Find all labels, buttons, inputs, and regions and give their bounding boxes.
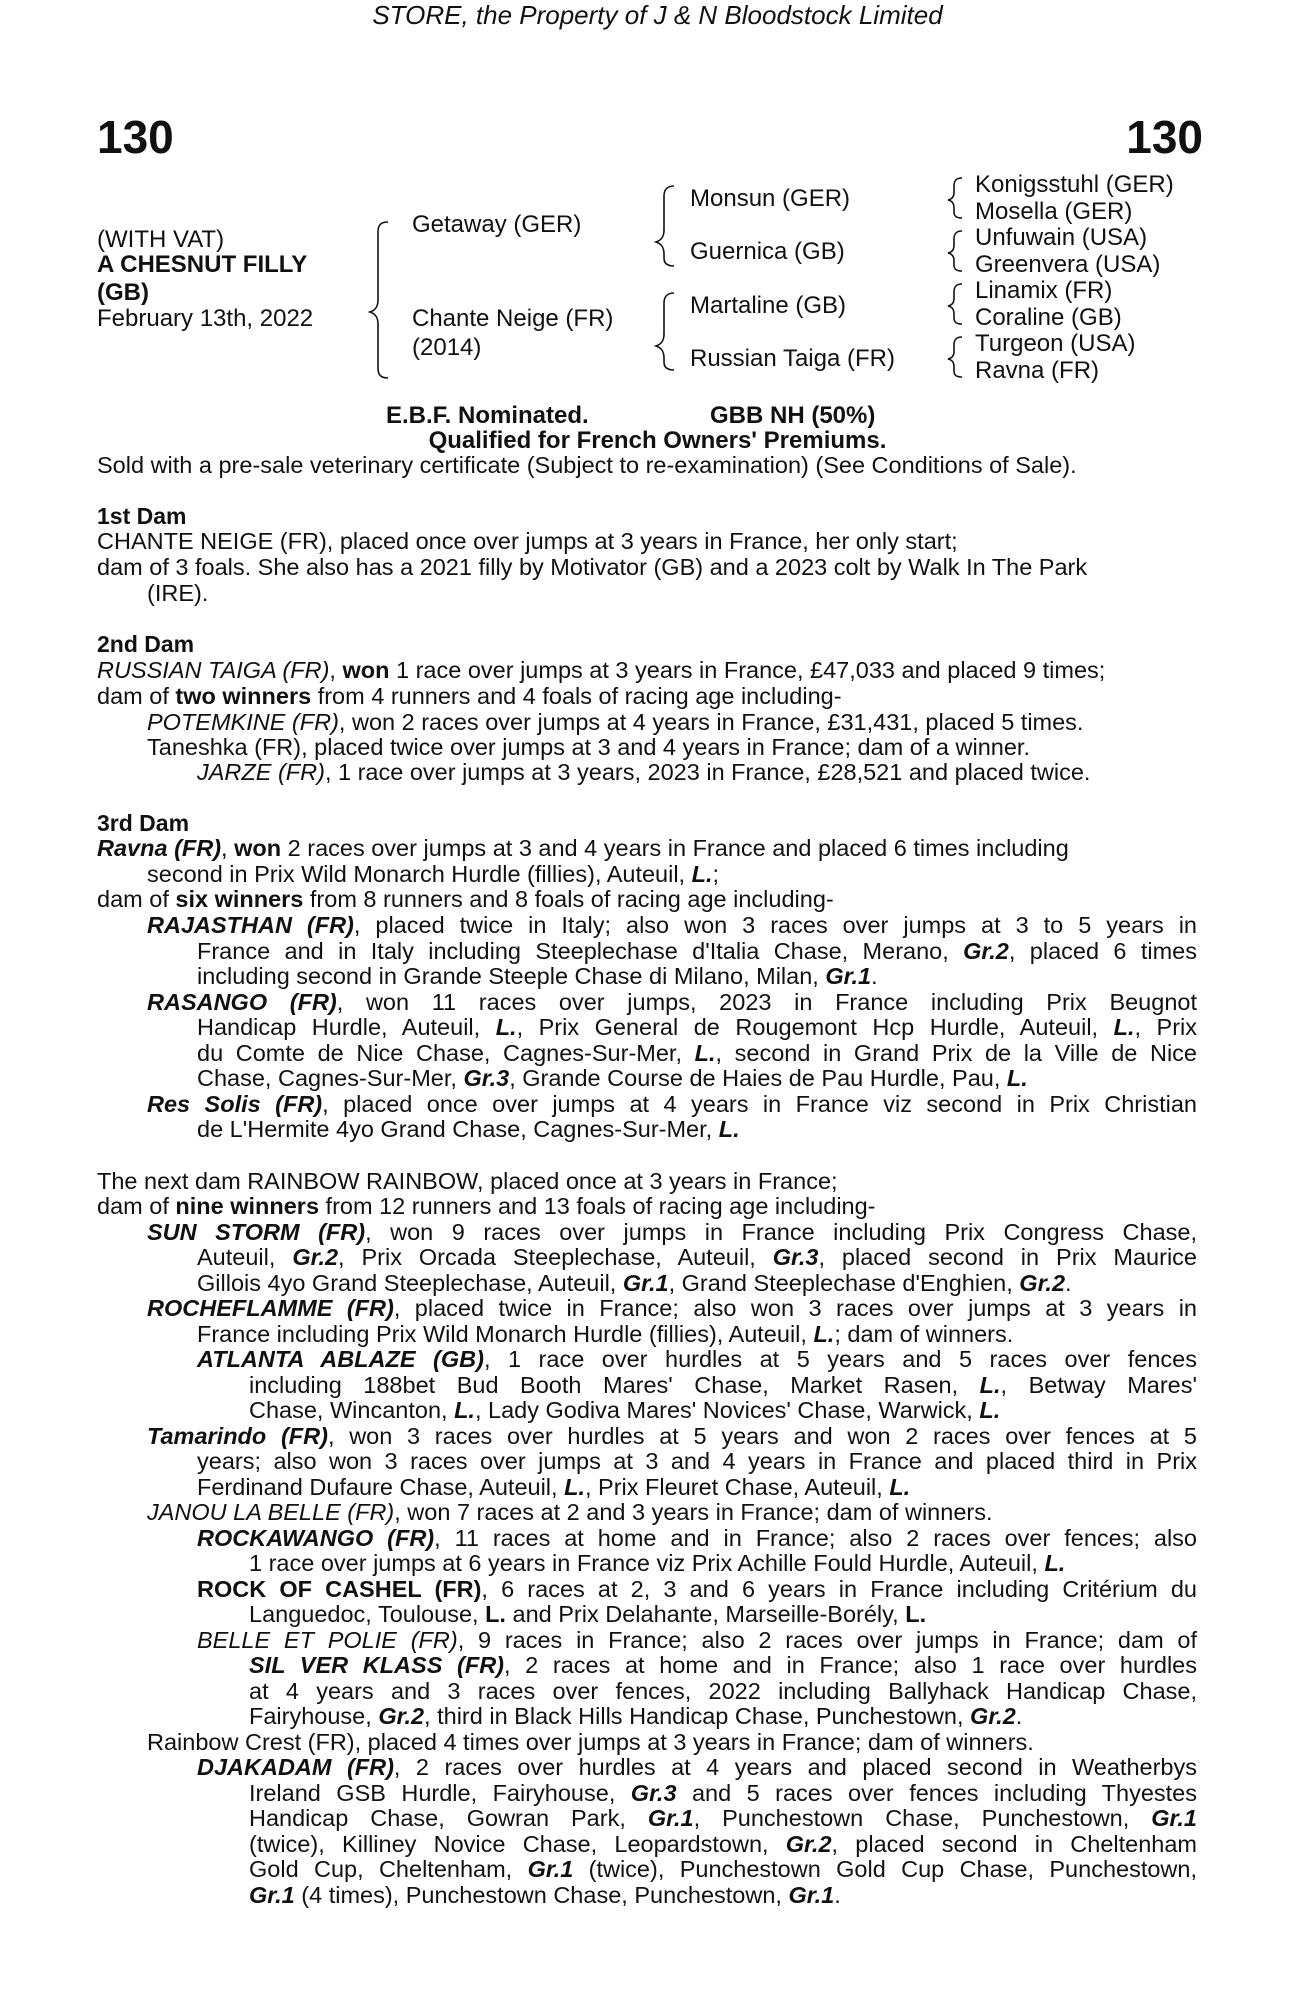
text: , third in Black Hills Handicap Chase, Punchestown,: [424, 1703, 971, 1729]
text: , 1 race over jumps at 3 years, 2023 in France, £28,521 and placed twice.: [324, 759, 1091, 785]
horse-name: RUSSIAN TAIGA (FR): [97, 657, 330, 683]
foaling-date: February 13th, 2022: [97, 305, 314, 332]
second-dam-line-5: [197, 759, 1090, 785]
rasango-line-1: [147, 989, 1197, 1015]
grade-label: Gr.2: [785, 1831, 832, 1857]
res-solis-line-2: [197, 1116, 740, 1142]
text: dam of: [97, 1193, 176, 1219]
horse-name: DJAKADAM (FR): [197, 1754, 394, 1780]
text: (twice), Punchestown Gold Cup Chase, Punchestown,: [573, 1856, 1197, 1882]
atlanta-ablaze-line-3: [249, 1397, 1000, 1423]
grade-label: Gr.1: [788, 1882, 835, 1908]
next-dam-line-2: [97, 1193, 876, 1219]
horse-name: JANOU LA BELLE (FR): [147, 1499, 395, 1525]
text: , Prix Fleuret Chase, Auteuil,: [584, 1474, 890, 1500]
grade-label: L.: [495, 1014, 517, 1040]
grade-label: L.: [979, 1397, 1001, 1423]
sil-ver-klass-line-1: [249, 1652, 1197, 1678]
rasango-line-3: [197, 1040, 1197, 1066]
grade-label: Gr.2: [292, 1244, 339, 1270]
rajasthan-line-3: [197, 963, 878, 989]
pedigree-sire: Getaway (GER): [412, 211, 582, 238]
pedigree-dam-year: (2014): [412, 334, 482, 361]
janou-la-belle-line-1: [147, 1499, 993, 1525]
text: including 188bet Bud Booth Mares' Chase, Market Rasen,: [249, 1372, 980, 1398]
text: dam of: [97, 683, 176, 709]
grade-label: Gr.2: [963, 938, 1009, 964]
third-dam-line-3: [97, 886, 834, 912]
lot-number-left: 130: [97, 111, 174, 163]
horse-name: ROCK OF CASHEL (FR): [197, 1576, 482, 1602]
rock-of-cashel-line-2: [249, 1601, 926, 1627]
tamarindo-line-1: [147, 1423, 1197, 1449]
horse-name: ATLANTA ABLAZE (GB): [197, 1346, 484, 1372]
text: Handicap Chase, Gowran Park,: [249, 1805, 648, 1831]
rasango-line-2: [197, 1014, 1197, 1040]
text: ; dam of winners.: [834, 1321, 1014, 1347]
winners-count: six winners: [175, 886, 304, 912]
rajasthan-line-1: [147, 912, 1197, 938]
horse-name: RASANGO (FR): [147, 989, 337, 1015]
pedigree-dam-dam: Russian Taiga (FR): [690, 345, 895, 372]
horse-name: Res Solis (FR): [147, 1091, 323, 1117]
third-dam-line-2: [147, 861, 719, 887]
grade-label: Gr.1: [1151, 1805, 1197, 1831]
text: Chase, Wincanton,: [249, 1397, 455, 1423]
text: , won 7 races at 2 and 3 years in France; dam of winners.: [394, 1499, 993, 1525]
rockawango-line-2: [249, 1550, 1065, 1576]
text: 1 race over jumps at 6 years in France viz Prix Achille Fould Hurdle, Auteuil,: [249, 1550, 1045, 1576]
text: , Grand Steeplechase d'Enghien,: [668, 1270, 1020, 1296]
vet-certificate-note: Sold with a pre-sale veterinary certificate (Subject to re-examination) (See Conditions of Sale).: [97, 452, 1077, 478]
text: , 2 races over hurdles at 4 years and placed second in Weatherbys: [393, 1754, 1197, 1780]
third-dam-heading: 3rd Dam: [97, 810, 190, 836]
first-dam-line-2: dam of 3 foals. She also has a 2021 filly by Motivator (GB) and a 2023 colt by Walk In The Park: [97, 554, 1088, 580]
text: , placed second in Prix Maurice: [818, 1244, 1197, 1270]
djakadam-line-4: [249, 1831, 1197, 1857]
pedigree-sd-dam: Greenvera (USA): [975, 251, 1161, 278]
rajasthan-line-2: [197, 938, 1197, 964]
pedigree-sd-sire: Unfuwain (USA): [975, 224, 1148, 251]
text: , 1 race over hurdles at 5 years and 5 races over fences: [483, 1346, 1197, 1372]
atlanta-ablaze-line-2: [249, 1372, 1197, 1398]
grade-label: L.: [485, 1601, 506, 1627]
grade-label: Gr.3: [630, 1780, 677, 1806]
text: ;: [712, 861, 720, 887]
third-dam-line-1: Ravna (FR), won 2 races over jumps at 3 and 4 years in France and placed 6 times including: [97, 835, 1069, 861]
grade-label: Gr.2: [970, 1703, 1016, 1729]
text: , placed 6 times: [1008, 938, 1197, 964]
horse-name: ROCHEFLAMME (FR): [147, 1295, 394, 1321]
djakadam-line-6: [249, 1882, 841, 1908]
grade-label: L.: [694, 1040, 716, 1066]
text: , 2 races at home and in France; also 1 race over hurdles: [504, 1652, 1197, 1678]
text: , placed second in Cheltenham: [831, 1831, 1197, 1857]
text: , 11 races at home and in France; also 2 races over fences; also: [434, 1525, 1197, 1551]
text: , won 9 races over jumps in France including Prix Congress Chase,: [365, 1219, 1197, 1245]
first-dam-line-3: (IRE).: [147, 580, 209, 606]
text: 1 race over jumps at 3 years in France, £47,033 and placed 9 times;: [389, 657, 1106, 683]
grade-label: Gr.1: [527, 1856, 574, 1882]
pedigree-ss-sire: Konigsstuhl (GER): [975, 171, 1174, 198]
text: , Prix: [1134, 1014, 1198, 1040]
text: .: [834, 1882, 841, 1908]
text: , won 2 races over jumps at 4 years in France, £31,431, placed 5 times.: [338, 709, 1084, 735]
tamarindo-line-3: [197, 1474, 910, 1500]
text: (4 times), Punchestown Chase, Punchestown,: [294, 1882, 789, 1908]
horse-name: ROCKAWANGO (FR): [197, 1525, 435, 1551]
text: and 5 races over fences including Thyestes: [676, 1780, 1198, 1806]
pedigree-ds-dam: Coraline (GB): [975, 304, 1122, 331]
horse-name: SUN STORM (FR): [147, 1219, 366, 1245]
djakadam-line-5: [249, 1856, 1197, 1882]
rocheflamme-line-2: [197, 1321, 1013, 1347]
lot-description-2: (GB): [97, 279, 149, 306]
horse-name: RAJASTHAN (FR): [147, 912, 354, 938]
res-solis-line-1: [147, 1091, 1197, 1117]
grade-label: L.: [1006, 1065, 1028, 1091]
text: 2 races over jumps at 3 and 4 years in France and placed 6 times including: [281, 835, 1069, 861]
text: , 9 races in France; also 2 races over jumps in France; dam of: [457, 1627, 1198, 1653]
text: .: [871, 963, 878, 989]
vat-label: (WITH VAT): [97, 226, 225, 253]
text: Chase, Cagnes-Sur-Mer,: [197, 1065, 464, 1091]
text: , Grande Course de Haies de Pau Hurdle, Pau,: [509, 1065, 1007, 1091]
vendor-title: STORE, the Property of J & N Bloodstock Limited: [372, 0, 943, 30]
pedigree-sire-sire: Monsun (GER): [690, 185, 851, 212]
grade-label: Gr.3: [772, 1244, 819, 1270]
horse-name: SIL VER KLASS (FR): [249, 1652, 504, 1678]
grade-label: Gr.1: [825, 963, 872, 989]
second-dam-line-4: Taneshka (FR), placed twice over jumps at 3 and 4 years in France; dam of a winner.: [147, 734, 1030, 760]
text: second in Prix Wild Monarch Hurdle (fillies), Auteuil,: [147, 861, 692, 887]
text: Gold Cup, Cheltenham,: [249, 1856, 528, 1882]
text: Fairyhouse,: [249, 1703, 379, 1729]
sil-ver-klass-line-2: at 4 years and 3 races over fences, 2022 including Ballyhack Handicap Chase,: [249, 1678, 1197, 1704]
text: , won 11 races over jumps, 2023 in France including Prix Beugnot: [336, 989, 1197, 1015]
text: .: [1065, 1270, 1072, 1296]
text: , placed once over jumps at 4 years in France viz second in Prix Christian: [322, 1091, 1197, 1117]
text: (twice), Killiney Novice Chase, Leopardstown,: [249, 1831, 786, 1857]
text: du Comte de Nice Chase, Cagnes-Sur-Mer,: [197, 1040, 695, 1066]
second-dam-line-3: [147, 709, 1083, 735]
horse-name: Ravna (FR): [97, 835, 222, 861]
sun-storm-line-3: [197, 1270, 1072, 1296]
text: Ferdinand Dufaure Chase, Auteuil,: [197, 1474, 565, 1500]
sun-storm-line-2: [197, 1244, 1197, 1270]
pedigree-dd-sire: Turgeon (USA): [975, 330, 1136, 357]
djakadam-line-1: [197, 1754, 1197, 1780]
text: Ireland GSB Hurdle, Fairyhouse,: [249, 1780, 631, 1806]
first-dam-heading: 1st Dam: [97, 503, 187, 529]
grade-label: Gr.1: [647, 1805, 694, 1831]
lot-description-1: A CHESNUT FILLY: [97, 251, 308, 278]
text: Auteuil,: [197, 1244, 293, 1270]
pedigree-dam: Chante Neige (FR): [412, 305, 614, 332]
text: dam of: [97, 886, 176, 912]
grade-label: Gr.2: [378, 1703, 425, 1729]
text: , Lady Godiva Mares' Novices' Chase, Warwick,: [474, 1397, 980, 1423]
horse-name: POTEMKINE (FR): [147, 709, 339, 735]
grade-label: L.: [1044, 1550, 1066, 1576]
next-dam-line-1: The next dam RAINBOW RAINBOW, placed once at 3 years in France;: [97, 1168, 838, 1194]
rainbow-crest-line-1: Rainbow Crest (FR), placed 4 times over jumps at 3 years in France; dam of winners.: [147, 1729, 1034, 1755]
won-label: won: [342, 657, 390, 683]
first-dam-line-1: CHANTE NEIGE (FR), placed once over jumps at 3 years in France, her only start;: [97, 528, 958, 554]
djakadam-line-2: [249, 1780, 1197, 1806]
text: and Prix Delahante, Marseille-Borély,: [505, 1601, 906, 1627]
won-label: won: [234, 835, 282, 861]
pedigree-dam-sire: Martaline (GB): [690, 292, 847, 319]
winners-count: nine winners: [175, 1193, 320, 1219]
ebf-note: E.B.F. Nominated.: [386, 402, 589, 429]
rockawango-line-1: [197, 1525, 1197, 1551]
djakadam-line-3: [249, 1805, 1197, 1831]
text: de L'Hermite 4yo Grand Chase, Cagnes-Sur-Mer,: [197, 1116, 719, 1142]
grade-label: L.: [691, 861, 713, 887]
grade-label: L.: [889, 1474, 911, 1500]
winners-count: two winners: [175, 683, 312, 709]
lot-number-right: 130: [1126, 111, 1203, 163]
text: , Punchestown Chase, Punchestown,: [693, 1805, 1152, 1831]
text: from 8 runners and 8 foals of racing age including-: [303, 886, 834, 912]
pedigree-dd-dam: Ravna (FR): [975, 357, 1100, 384]
grade-label: L.: [718, 1116, 740, 1142]
text: including second in Grande Steeple Chase di Milano, Milan,: [197, 963, 826, 989]
pedigree-ss-dam: Mosella (GER): [975, 198, 1133, 225]
atlanta-ablaze-line-1: [197, 1346, 1197, 1372]
text: , Betway Mares': [1000, 1372, 1197, 1398]
rocheflamme-line-1: [147, 1295, 1197, 1321]
sil-ver-klass-line-3: [249, 1703, 1022, 1729]
horse-name: BELLE ET POLIE (FR): [197, 1627, 458, 1653]
belle-et-polie-line-1: [197, 1627, 1197, 1653]
horse-name: JARZE (FR): [197, 759, 325, 785]
text: France including Prix Wild Monarch Hurdle (fillies), Auteuil,: [197, 1321, 814, 1347]
pedigree-ds-sire: Linamix (FR): [975, 277, 1113, 304]
gbb-note: GBB NH (50%): [710, 402, 876, 429]
text: , placed twice in France; also won 3 races over jumps at 3 years in: [393, 1295, 1197, 1321]
rasango-line-4: [197, 1065, 1028, 1091]
horse-name: Tamarindo (FR): [147, 1423, 328, 1449]
french-premiums-note: Qualified for French Owners' Premiums.: [428, 427, 887, 454]
second-dam-line-2: [97, 683, 842, 709]
grade-label: L.: [564, 1474, 585, 1500]
grade-label: Gr.1: [622, 1270, 669, 1296]
pedigree-sire-dam: Guernica (GB): [690, 238, 845, 265]
grade-label: L.: [979, 1372, 1001, 1398]
tamarindo-line-2: years; also won 3 races over jumps at 3 and 4 years in France and placed third in Prix: [197, 1448, 1197, 1474]
text: from 12 runners and 13 foals of racing age including-: [319, 1193, 876, 1219]
grade-label: Gr.3: [463, 1065, 510, 1091]
grade-label: L.: [905, 1601, 927, 1627]
grade-label: L.: [1113, 1014, 1135, 1040]
grade-label: L.: [813, 1321, 835, 1347]
text: , won 3 races over hurdles at 5 years and won 2 races over fences at 5: [327, 1423, 1197, 1449]
text: , second in Grand Prix de la Ville de Nice: [715, 1040, 1197, 1066]
text: Handicap Hurdle, Auteuil,: [197, 1014, 496, 1040]
text: .: [1015, 1703, 1023, 1729]
text: Languedoc, Toulouse,: [249, 1601, 486, 1627]
text: , Prix General de Rougemont Hcp Hurdle, Auteuil,: [516, 1014, 1114, 1040]
sun-storm-line-1: [147, 1219, 1197, 1245]
text: Gillois 4yo Grand Steeplechase, Auteuil,: [197, 1270, 623, 1296]
grade-label: Gr.2: [1019, 1270, 1066, 1296]
text: , 6 races at 2, 3 and 6 years in France including Critérium du: [481, 1576, 1197, 1602]
grade-label: Gr.1: [249, 1882, 295, 1908]
second-dam-line-1: RUSSIAN TAIGA (FR), won 1 race over jumps at 3 years in France, £47,033 and placed 9 times;: [97, 657, 1106, 683]
text: , Prix Orcada Steeplechase, Auteuil,: [338, 1244, 773, 1270]
text: France and in Italy including Steeplechase d'Italia Chase, Merano,: [197, 938, 964, 964]
rock-of-cashel-line-1: [197, 1576, 1197, 1602]
second-dam-heading: 2nd Dam: [97, 631, 195, 657]
text: from 4 runners and 4 foals of racing age including-: [311, 683, 842, 709]
text: , placed twice in Italy; also won 3 races over jumps at 3 to 5 years in: [353, 912, 1198, 938]
grade-label: L.: [454, 1397, 475, 1423]
